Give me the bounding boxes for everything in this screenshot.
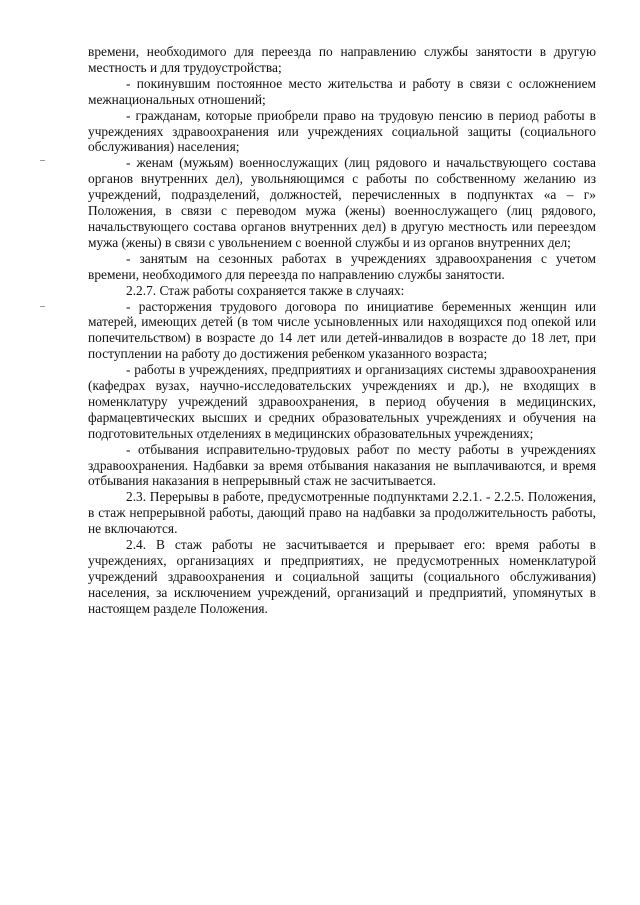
section-heading: 2.2.7. Стаж работы сохраняется также в случаях: (126, 282, 405, 298)
paragraph: - занятым на сезонных работах в учреждениях здравоохранения с учетом времени, необходимого для переезда по направлению службы занятости. (88, 250, 596, 282)
paragraph: времени, необходимого для переезда по направлению службы занятости в другую местность и для трудоустройства; (88, 44, 596, 75)
paragraph: 2.3. Перерывы в работе, предусмотренные подпунктами 2.2.1. - 2.2.5. Положения, в стаж непрерывной работы, дающий право на надбавки за продолжительность работы, не включаются. (88, 489, 596, 537)
document-body (88, 44, 596, 617)
paragraph: - гражданам, которые приобрели право на трудовую пенсию в период работы в учреждениях здравоохранения или учреждениях социальной защиты (социального обслуживания) населения; (88, 107, 596, 155)
paragraph: - женам (мужьям) военнослужащих (лиц рядового и начальствующего состава органов внутренних дел), увольняющимся с работы по собственному желанию из учреждений, подразделений, должностей, перечисленных в подпунктах «а – г» Положения, в связи с переводом мужа (жены) военнослужащего (лиц рядового, начальствующего состава органов внутренних дел) в другую местность или переездом мужа (жены) в связи с увольнением с военной службы и из органов внутренних дел; (88, 155, 596, 250)
paragraph: - работы в учреждениях, предприятиях и организациях системы здравоохранения (кафедрах вузах, научно-исследовательских учреждениях и др.), не входящих в номенклатуру учреждений здравоохранения, в период обучения в медицинских, фармацевтических высших и средних образовательных учреждениях и обучения на подготовительных отделениях в медицинских образовательных учреждениях; (88, 362, 596, 441)
paragraph: - расторжения трудового договора по инициативе беременных женщин или матерей, имеющих детей (в том числе усыновленных или находящихся под опекой или попечительством) в возрасте до 14 лет или детей-инвалидов в возрасте до 18 лет, при поступлении на работу до достижения ребенком указанного возраста; (88, 298, 596, 362)
paragraph: - отбывания исправительно-трудовых работ по месту работы в учреждениях здравоохранения. Надбавки за время отбывания наказания не выплачиваются, и время отбывания наказания в непрерывный стаж не засчитывается. (88, 441, 596, 489)
paragraph: - покинувшим постоянное место жительства и работу в связи с осложнением межнациональных отношений; (88, 75, 596, 107)
paragraph: 2.4. В стаж работы не засчитывается и прерывает его: время работы в учреждениях, организациях и предприятиях, не предусмотренных номенклатурой учреждений здравоохранения и социальной защиты (социального обслуживания) населения, за исключением учреждений, организаций и предприятий, упомянутых в настоящем разделе Положения. (88, 537, 596, 616)
margin-mark (40, 306, 45, 307)
margin-mark (40, 160, 45, 161)
